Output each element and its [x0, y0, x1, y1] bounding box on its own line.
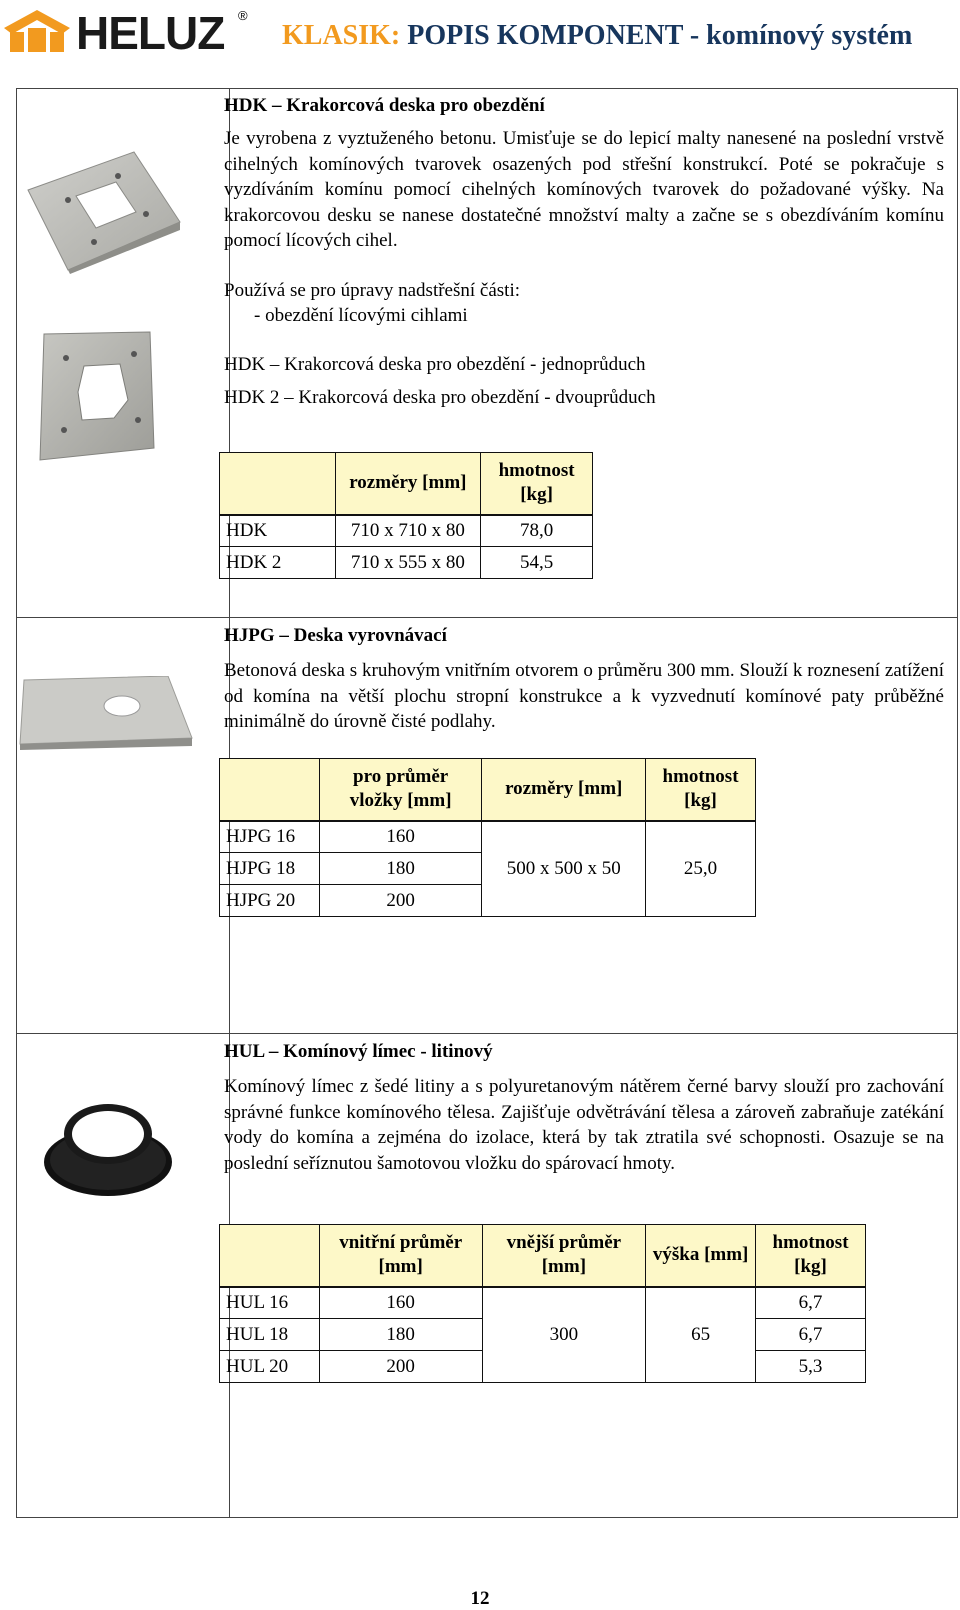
hdk-spec-table	[219, 452, 593, 579]
page-title-text: POPIS KOMPONENT - komínový systém	[407, 20, 913, 51]
heluz-logo	[4, 7, 248, 59]
page-number: 12	[470, 1588, 490, 1609]
table-cell: HDK	[220, 515, 336, 547]
table-row	[220, 515, 593, 547]
row-divider-1	[17, 617, 957, 618]
hdk2-slab-image	[38, 330, 156, 462]
table-cell: 6,7	[756, 1287, 866, 1319]
table-header-cell: výška [mm]	[646, 1225, 756, 1287]
row-divider-2	[17, 1033, 957, 1034]
table-header-cell: vnitřní průměr [mm]	[319, 1225, 482, 1287]
table-row	[220, 547, 593, 579]
heluz-roof-icon	[4, 8, 70, 56]
hdk-usage-item: - obezdění lícovými cihlami	[254, 304, 468, 326]
table-row	[220, 1287, 866, 1319]
table-cell-shared-weight: 25,0	[646, 821, 756, 917]
table-header-cell: hmotnost [kg]	[481, 453, 593, 515]
hul-collar-image	[42, 1098, 174, 1198]
table-cell: HJPG 18	[220, 853, 320, 885]
table-cell: HJPG 20	[220, 885, 320, 917]
table-header-cell: pro průměr vložky [mm]	[319, 759, 482, 821]
table-cell-shared-dimensions: 500 x 500 x 50	[482, 821, 646, 917]
table-cell: 200	[319, 885, 482, 917]
page-header	[0, 0, 960, 62]
table-cell: 160	[319, 821, 482, 853]
table-header-cell	[220, 1225, 320, 1287]
table-cell: 710 x 710 x 80	[335, 515, 481, 547]
hul-description: Komínový límec z šedé litiny a s polyuretanovým nátěrem černé barvy slouží pro zachování správné funkce komínového tělesa. Zajišťuje odvětrávání tělesa a zároveň zabraňuje zatékání vody do komína a zejména do izolace, která by tak ztratila své schopnosti. Osazuje se na poslední seříznutou šamotovou vložku do spárovací hmoty.	[224, 1076, 944, 1174]
hjpg-spec-table	[219, 758, 756, 917]
hjpg-title: HJPG – Deska vyrovnávací	[224, 625, 447, 646]
table-cell: 78,0	[481, 515, 593, 547]
table-cell: HUL 20	[220, 1351, 320, 1383]
hul-spec-table	[219, 1224, 866, 1383]
hjpg-description: Betonová deska s kruhovým vnitřním otvorem o průměru 300 mm. Slouží k roznesení zatížení od komína na větší plochu stropní konstrukce a k vyzvednutí komínové paty průběžné minimálně do úrovně čisté podlahy.	[224, 660, 944, 732]
table-cell-shared-outer-diameter: 300	[482, 1287, 646, 1383]
table-cell: 180	[319, 853, 482, 885]
table-header-cell	[220, 453, 336, 515]
hdk-variant-2: HDK 2 – Krakorcová deska pro obezdění - dvouprůduch	[224, 386, 656, 408]
logo-wordmark: HELUZ	[76, 7, 225, 59]
table-cell: 180	[319, 1319, 482, 1351]
table-header-cell: hmotnost [kg]	[646, 759, 756, 821]
table-cell: 710 x 555 x 80	[335, 547, 481, 579]
table-cell: 5,3	[756, 1351, 866, 1383]
table-cell: HUL 16	[220, 1287, 320, 1319]
hdk-slab-image	[24, 150, 184, 274]
table-cell: 54,5	[481, 547, 593, 579]
table-header-cell: rozměry [mm]	[335, 453, 481, 515]
hdk-section	[224, 94, 944, 410]
page-title	[282, 18, 912, 54]
hdk-usage-label: Používá se pro úpravy nadstřešní části:	[224, 279, 521, 301]
page-title-brand: KLASIK:	[282, 20, 401, 51]
hdk-description: Je vyrobena z vyztuženého betonu. Umisťuje se do lepicí malty nanesené na poslední vrstvě cihelných komínových tvarovek osazených pod střešní konstrukcí. Poté se pokračuje s vyzdíváním komínu pomocí cihelných komínových tvarovek do požadované výšky. Na krakorcovou desku se nanese dostatečné množství malty a začne se s obezdíváním komínu pomocí lícových cihel.	[224, 128, 944, 251]
table-header-cell	[220, 759, 320, 821]
hul-title: HUL – Komínový límec - litinový	[224, 1041, 493, 1062]
table-cell-shared-height: 65	[646, 1287, 756, 1383]
table-cell: HUL 18	[220, 1319, 320, 1351]
hjpg-slab-image	[18, 676, 194, 750]
table-cell: HDK 2	[220, 547, 336, 579]
table-cell: HJPG 16	[220, 821, 320, 853]
hul-section	[224, 1040, 944, 1176]
table-header-cell: rozměry [mm]	[482, 759, 646, 821]
table-cell: 6,7	[756, 1319, 866, 1351]
hjpg-section	[224, 624, 944, 735]
table-header-cell: vnější průměr [mm]	[482, 1225, 646, 1287]
table-header-cell: hmotnost [kg]	[756, 1225, 866, 1287]
table-cell: 160	[319, 1287, 482, 1319]
hdk-variant-1: HDK – Krakorcová deska pro obezdění - jednoprůduch	[224, 353, 646, 375]
table-cell: 200	[319, 1351, 482, 1383]
registered-mark: ®	[238, 8, 248, 23]
table-row	[220, 821, 756, 853]
hdk-title: HDK – Krakorcová deska pro obezdění	[224, 95, 545, 116]
